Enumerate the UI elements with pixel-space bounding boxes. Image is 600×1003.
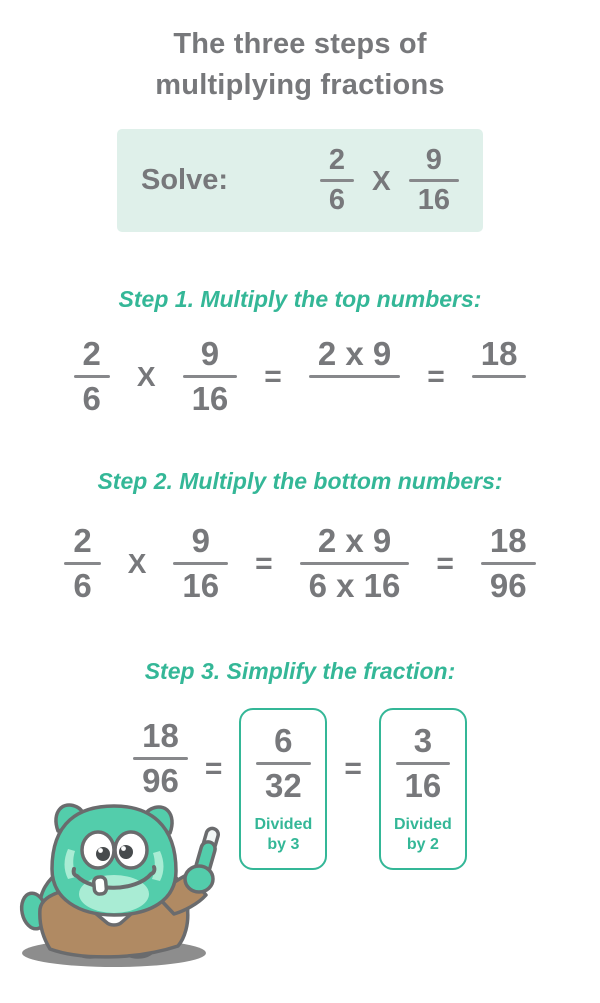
numerator: 9 [200, 335, 220, 372]
denominator: 6 x 16 [308, 567, 401, 604]
denominator-empty [490, 379, 508, 419]
fraction-bar [173, 562, 228, 565]
step3-heading: Step 3. Simplify the fraction: [144, 658, 456, 684]
equals-sign: = [344, 752, 362, 785]
numerator: 6 [274, 722, 293, 759]
step1-equation [0, 334, 600, 419]
denominator: 6 [328, 184, 346, 216]
equals-sign: = [204, 752, 223, 785]
numerator: 18 [489, 522, 527, 559]
simplified-fraction-2 [396, 721, 451, 806]
solve-label: Solve: [141, 164, 229, 196]
equals-sign: = [427, 359, 445, 393]
step1-fraction-1 [74, 334, 110, 419]
step2-result-fraction [481, 521, 536, 606]
fraction-bar [256, 762, 311, 765]
multiply-sign: X [127, 547, 147, 579]
divided-by-label: Divided by 3 [254, 816, 313, 853]
step3-start-fraction [133, 716, 188, 801]
fraction-bar [133, 757, 188, 760]
fraction-bar [396, 762, 451, 765]
numerator: 18 [142, 717, 179, 754]
fraction-bar [74, 375, 110, 378]
denominator: 96 [489, 567, 527, 604]
step2-heading: Step 2. Multiply the bottom numbers: [97, 468, 503, 494]
step2-fraction-1 [64, 521, 100, 606]
title-line-1: The three steps of [173, 28, 427, 60]
solve-problem-box [117, 129, 483, 232]
fraction-bar [64, 562, 100, 565]
numerator: 2 [328, 144, 346, 176]
divided-by-label: Divided by 2 [393, 816, 452, 853]
fraction-bar [183, 375, 238, 378]
denominator-empty [346, 379, 364, 419]
denominator: 16 [417, 184, 450, 216]
numerator: 18 [480, 335, 518, 372]
denominator: 16 [404, 767, 442, 804]
step1-result-fraction [472, 334, 527, 419]
simplify-box-divided-by-3 [239, 708, 327, 870]
simplify-box-divided-by-2 [379, 708, 467, 870]
mascot-fist [185, 866, 213, 892]
step1-heading: Step 1. Multiply the top numbers: [118, 286, 482, 312]
denominator: 16 [191, 380, 229, 417]
denominator: 6 [82, 380, 101, 417]
page-title [0, 24, 600, 106]
step2-fraction-2 [173, 521, 228, 606]
fraction-bar [300, 562, 410, 565]
fraction-bar [481, 562, 536, 565]
fraction-bar [472, 375, 527, 378]
numerator: 2 [82, 335, 101, 372]
multiply-sign: X [136, 360, 156, 392]
equals-sign: = [255, 546, 273, 580]
multiply-sign: X [372, 164, 391, 196]
step2-equation [0, 521, 600, 606]
fraction-bar [320, 179, 354, 182]
equals-sign: = [264, 359, 282, 393]
fraction-bar [309, 375, 400, 378]
monster-mascot-illustration [8, 793, 220, 975]
step1-fraction-2 [183, 334, 238, 419]
solve-fraction-1 [320, 143, 354, 218]
denominator: 96 [142, 762, 179, 799]
step1-product-fraction [309, 334, 400, 419]
title-line-2: multiplying fractions [155, 69, 445, 101]
mascot-tooth [93, 877, 106, 895]
denominator: 16 [182, 567, 220, 604]
numerator: 3 [413, 722, 433, 759]
numerator: 2 x 9 [317, 335, 392, 372]
numerator: 9 [425, 144, 442, 176]
denominator: 6 [73, 567, 92, 604]
step2-product-fraction [300, 521, 410, 606]
fraction-bar [409, 179, 459, 182]
solve-fraction-2 [409, 143, 459, 218]
simplified-fraction-1 [256, 721, 311, 806]
denominator: 32 [265, 767, 302, 804]
numerator: 9 [191, 522, 210, 559]
equals-sign: = [436, 546, 454, 580]
numerator: 2 [73, 522, 92, 559]
numerator: 2 x 9 [317, 522, 392, 559]
